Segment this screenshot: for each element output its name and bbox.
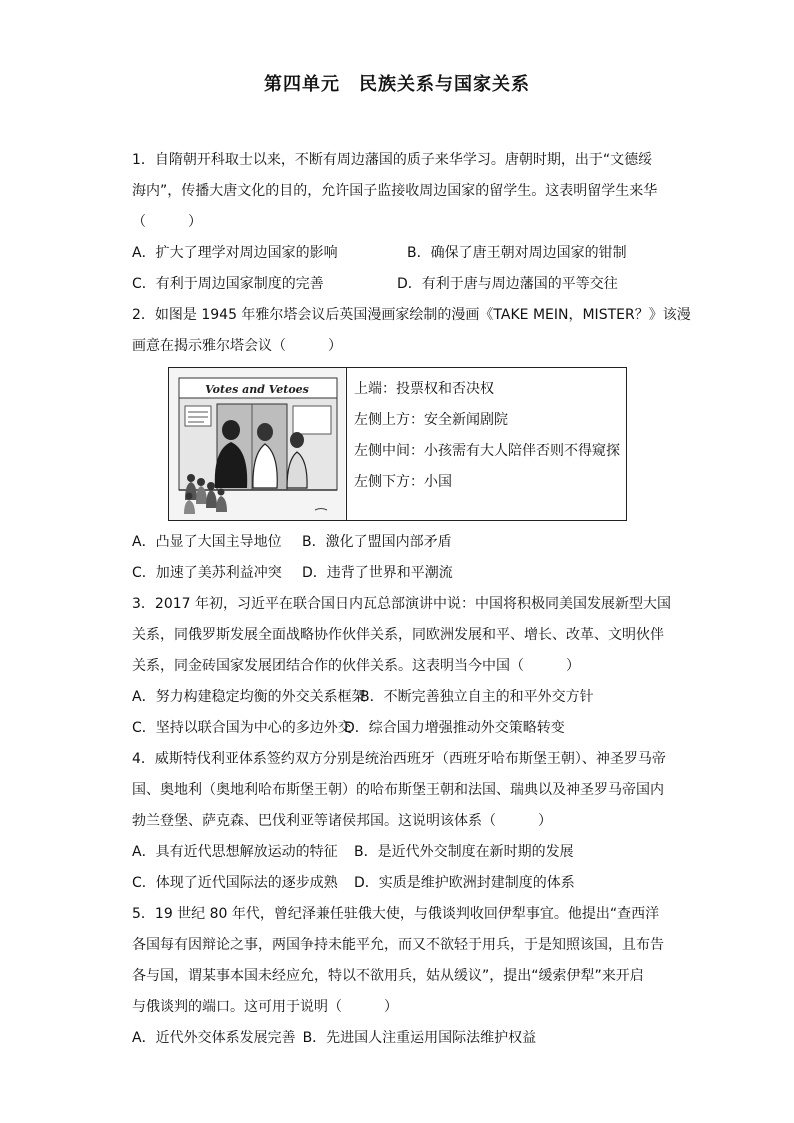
question-1	[132, 145, 672, 300]
cartoon-note: 左侧上方：安全新闻剧院	[354, 412, 508, 428]
question-1-option-a[interactable]: A．扩大了理学对周边国家的影响	[132, 245, 338, 261]
question-list	[132, 145, 691, 1054]
question-2-option-a[interactable]: A．凸显了大国主导地位	[132, 534, 282, 550]
question-4-option-a[interactable]: A．具有近代思想解放运动的特征	[132, 844, 338, 860]
question-2	[132, 300, 691, 589]
question-3-line: 关系，同俄罗斯发展全面战略协作伙伴关系，同欧洲发展和平、增长、改革、文明伙伴	[132, 627, 664, 643]
question-4-line: 4．威斯特伐利亚体系签约双方分别是统治西班牙（西班牙哈布斯堡王朝）、神圣罗马帝	[132, 751, 666, 767]
question-1-options-row	[132, 269, 672, 300]
question-1-line: 海内”，传播大唐文化的目的，允许国子监接收周边国家的留学生。这表明留学生来华	[132, 183, 658, 199]
cartoon-figure	[168, 367, 627, 521]
question-5-option-a[interactable]: A．近代外交体系发展完善	[132, 1030, 296, 1046]
question-3-option-d[interactable]: D．综合国力增强推动外交策略转变	[344, 720, 565, 736]
question-2-line: 画意在揭示雅尔塔会议（ ）	[132, 338, 342, 354]
cartoon-note: 左侧下方：小国	[354, 474, 452, 490]
question-3-line: 3．2017 年初，习近平在联合国日内瓦总部演讲中说：中国将积极同美国发展新型大国	[132, 596, 671, 612]
cartoon-image	[169, 368, 347, 520]
question-5-line: 各与国，谓某事本国未经应允，特以不欲用兵，姑从缓议”，提出“缓索伊犁”来开启	[132, 968, 644, 984]
cartoon-illustration	[169, 368, 345, 520]
page-title: 第四单元 民族关系与国家关系	[264, 74, 530, 95]
question-5	[132, 899, 672, 1054]
cartoon-notes	[347, 368, 620, 520]
question-2-options-row	[132, 527, 672, 558]
question-5-line: 各国每有因辩论之事，两国争持未能平允，而又不欲轻于用兵，于是知照该国，且布告	[132, 937, 664, 953]
question-3-line: 关系，同金砖国家发展团结合作的伙伴关系。这表明当今中国（ ）	[132, 658, 580, 674]
question-3	[132, 589, 672, 744]
question-2-option-c[interactable]: C．加速了美苏利益冲突	[132, 565, 282, 581]
question-4-options-row	[132, 837, 672, 868]
question-1-line: 1．自隋朝开科取士以来，不断有周边藩国的质子来华学习。唐朝时期，出于“文德绥	[132, 152, 653, 168]
question-4-line: 国、奥地利（奥地利哈布斯堡王朝）的哈布斯堡王朝和法国、瑞典以及神圣罗马帝国内	[132, 782, 664, 798]
question-1-options-row	[132, 238, 672, 269]
cartoon-note: 上端：投票权和否决权	[354, 381, 494, 397]
question-2-option-d[interactable]: D．违背了世界和平潮流	[302, 565, 453, 581]
question-2-options-row	[132, 558, 672, 589]
question-5-line: 与俄谈判的端口。这可用于说明（ ）	[132, 999, 398, 1015]
question-1-option-b[interactable]: B．确保了唐王朝对周边国家的钳制	[407, 245, 627, 261]
question-4-option-c[interactable]: C．体现了近代国际法的逐步成熟	[132, 875, 338, 891]
question-4-options-row	[132, 868, 672, 899]
question-5-options-row	[132, 1023, 672, 1054]
question-3-option-b[interactable]: B．不断完善独立自主的和平外交方针	[360, 689, 594, 705]
question-2-line: 2．如图是 1945 年雅尔塔会议后英国漫画家绘制的漫画《TAKE MEIN，MISTER？》该漫	[132, 307, 691, 323]
question-4	[132, 744, 672, 899]
question-1-option-d[interactable]: D．有利于唐与周边藩国的平等交往	[397, 276, 618, 292]
question-1-option-c[interactable]: C．有利于周边国家制度的完善	[132, 276, 324, 292]
question-3-option-a[interactable]: A．努力构建稳定均衡的外交关系框架	[132, 689, 366, 705]
question-1-line: （ ）	[132, 214, 202, 230]
question-2-option-b[interactable]: B．激化了盟国内部矛盾	[302, 534, 452, 550]
question-4-option-d[interactable]: D．实质是维护欧洲封建制度的体系	[354, 875, 575, 891]
cartoon-sign-text: Votes and Vetoes	[205, 383, 309, 396]
question-5-line: 5．19 世纪 80 年代，曾纪泽兼任驻俄大使，与俄谈判收回伊犁事宜。他提出“查西洋	[132, 906, 660, 922]
question-3-option-c[interactable]: C．坚持以联合国为中心的多边外交	[132, 720, 352, 736]
question-4-line: 勃兰登堡、萨克森、巴伐利亚等诸侯邦国。这说明该体系（ ）	[132, 813, 552, 829]
cartoon-note: 左侧中间：小孩需有大人陪伴否则不得窥探	[354, 443, 620, 459]
question-3-options-row	[132, 713, 672, 744]
question-4-option-b[interactable]: B．是近代外交制度在新时期的发展	[354, 844, 574, 860]
question-3-options-row	[132, 682, 672, 713]
question-5-option-b[interactable]: B．先进国人注重运用国际法维护权益	[302, 1030, 537, 1046]
